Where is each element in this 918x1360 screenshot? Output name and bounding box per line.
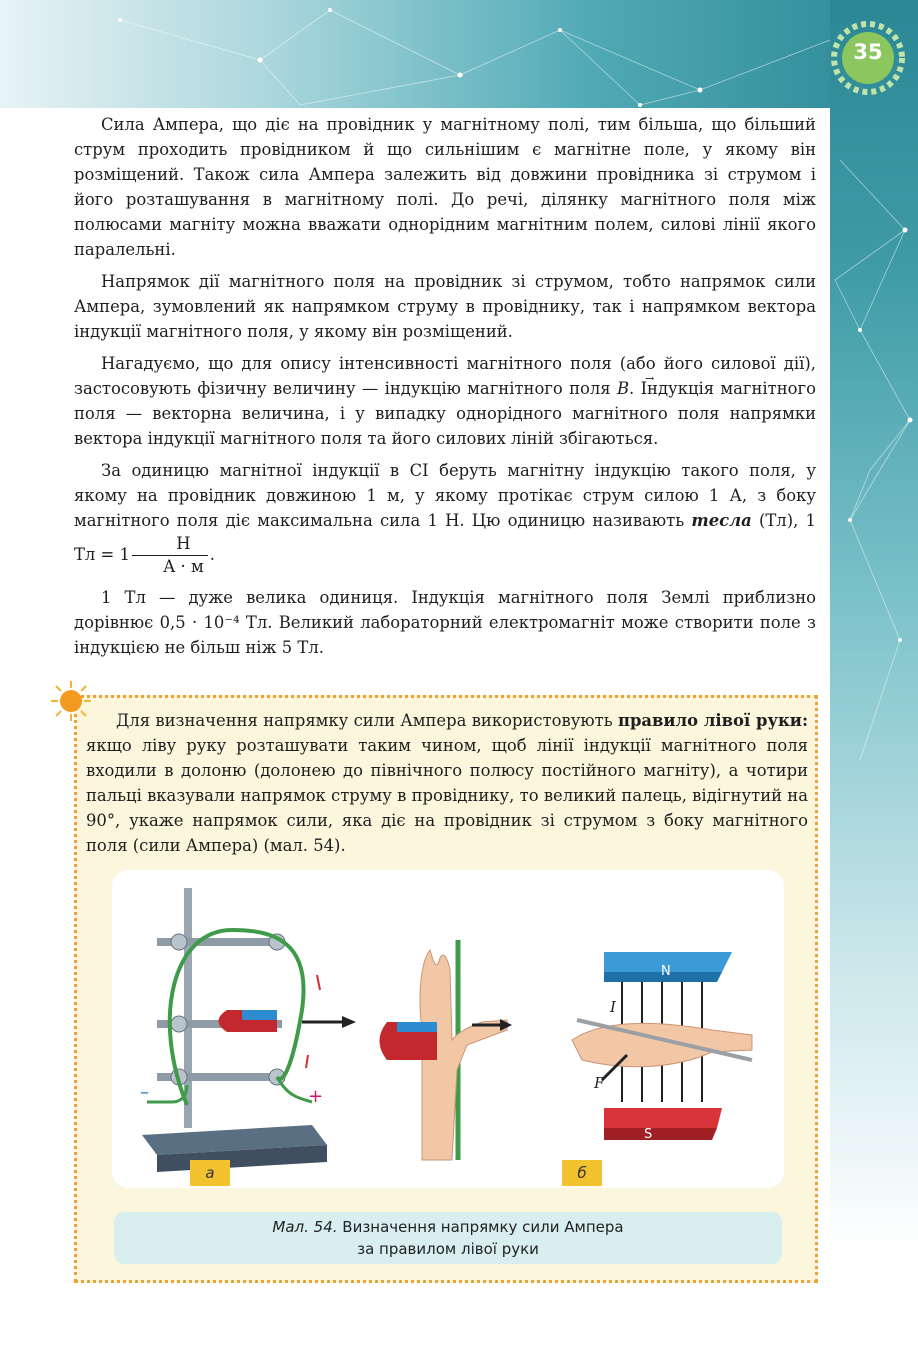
poles-hand-illustration	[572, 952, 752, 1140]
paragraph-3-text-a: Нагадуємо, що для опису інтенсивності магнітного поля (або його силової дії), застосовують фізичну величину — індукцію магнітного поля	[74, 354, 816, 398]
caption-line-1	[114, 1216, 782, 1238]
rule-text-b: якщо ліву руку розташувати таким чином, щоб лінії індукції магнітного поля входили в долоню (долонею до північного полюсу постійного магніту), а чотири пальці вказували напрямок струму в провіднику, то великий палець, відігнутий на 90°, укаже напрямок сили, яка діє на провідник зі струмом з боку магнітного поля (сили Ампера) (мал. 54).	[86, 736, 808, 855]
caption-prefix: Мал. 54.	[272, 1218, 338, 1236]
current-label: I	[610, 998, 616, 1016]
figure-panel	[112, 870, 784, 1188]
fraction-denominator: А · м	[162, 557, 204, 576]
paragraph-4	[74, 458, 816, 578]
paragraph-1: Сила Ампера, що діє на провідник у магнітному полі, тим більша, що більший струм проходить провідником й що сильнішим є магнітне поле, у якому він розміщений. Також сила Ампера залежить від довжини провідника зі струмом і його розташування в магнітному полі. До речі, ділянку магнітного поля між полюсами магніту можна вважати однорідним магнітним полем, силові лінії якого паралельні.	[74, 115, 816, 259]
caption-text-2: за правилом лівої руки	[357, 1240, 539, 1258]
main-text	[74, 112, 816, 661]
minus-sign: –	[140, 1082, 149, 1103]
force-label: F	[594, 1074, 605, 1092]
figure-caption	[114, 1212, 782, 1264]
fraction-numerator: Н	[132, 533, 208, 556]
rule-bold-term: правило лівої руки:	[617, 711, 808, 730]
paragraph-3	[74, 351, 816, 451]
left-hand-rule-text	[86, 708, 808, 858]
paragraph-4-text-b: (Тл), 1 Тл = 1	[74, 511, 816, 564]
lab-stand-illustration	[142, 888, 356, 1172]
north-pole-label: N	[661, 964, 671, 979]
caption-text-1: Визначення напрямку сили Ампера	[342, 1218, 624, 1236]
rule-text-a: Для визначення напрямку сили Ампера використовують	[116, 711, 613, 730]
tesla-fraction	[132, 533, 208, 578]
south-pole-label: S	[644, 1127, 653, 1142]
paragraph-2: Напрямок дії магнітного поля на провідник зі струмом, тобто напрямок сили Ампера, зумовлений як напрямком струму в провіднику, так і напрямком вектора індукції магнітного поля, у якому він розміщений.	[74, 272, 816, 341]
hand-magnet-illustration	[380, 940, 513, 1160]
figure-label-b: б	[562, 1160, 602, 1186]
paragraph-4-text-a: За одиницю магнітної індукції в СІ беруть магнітну індукцію такого поля, у якому на провідник довжиною 1 м, у якому протікає струм силою 1 А, з боку магнітного поля діє максимальна сила 1 Н. Цю одиницю називають	[74, 461, 816, 530]
vector-b-symbol: → B	[617, 379, 629, 398]
paragraph-3-text-b: . Індукція магнітного поля — векторна величина, і у випадку однорідного магнітного поля напрямки вектора індукції магнітного поля та його силових ліній збігаються.	[74, 379, 816, 448]
page-number: 35	[853, 40, 883, 64]
paragraph-5: 1 Тл — дуже велика одиниця. Індукція магнітного поля Землі приблизно дорівнює 0,5 · 10⁻⁴ Тл. Великий лабораторний електромагніт може створити поле з індукцією не більш ніж 5 Тл.	[74, 588, 816, 657]
tesla-term: тесла	[691, 511, 752, 530]
figure-label-a: а	[190, 1160, 230, 1186]
paragraph-4-end: .	[209, 545, 215, 564]
plus-sign: +	[308, 1086, 324, 1107]
figure-illustration	[112, 870, 784, 1188]
